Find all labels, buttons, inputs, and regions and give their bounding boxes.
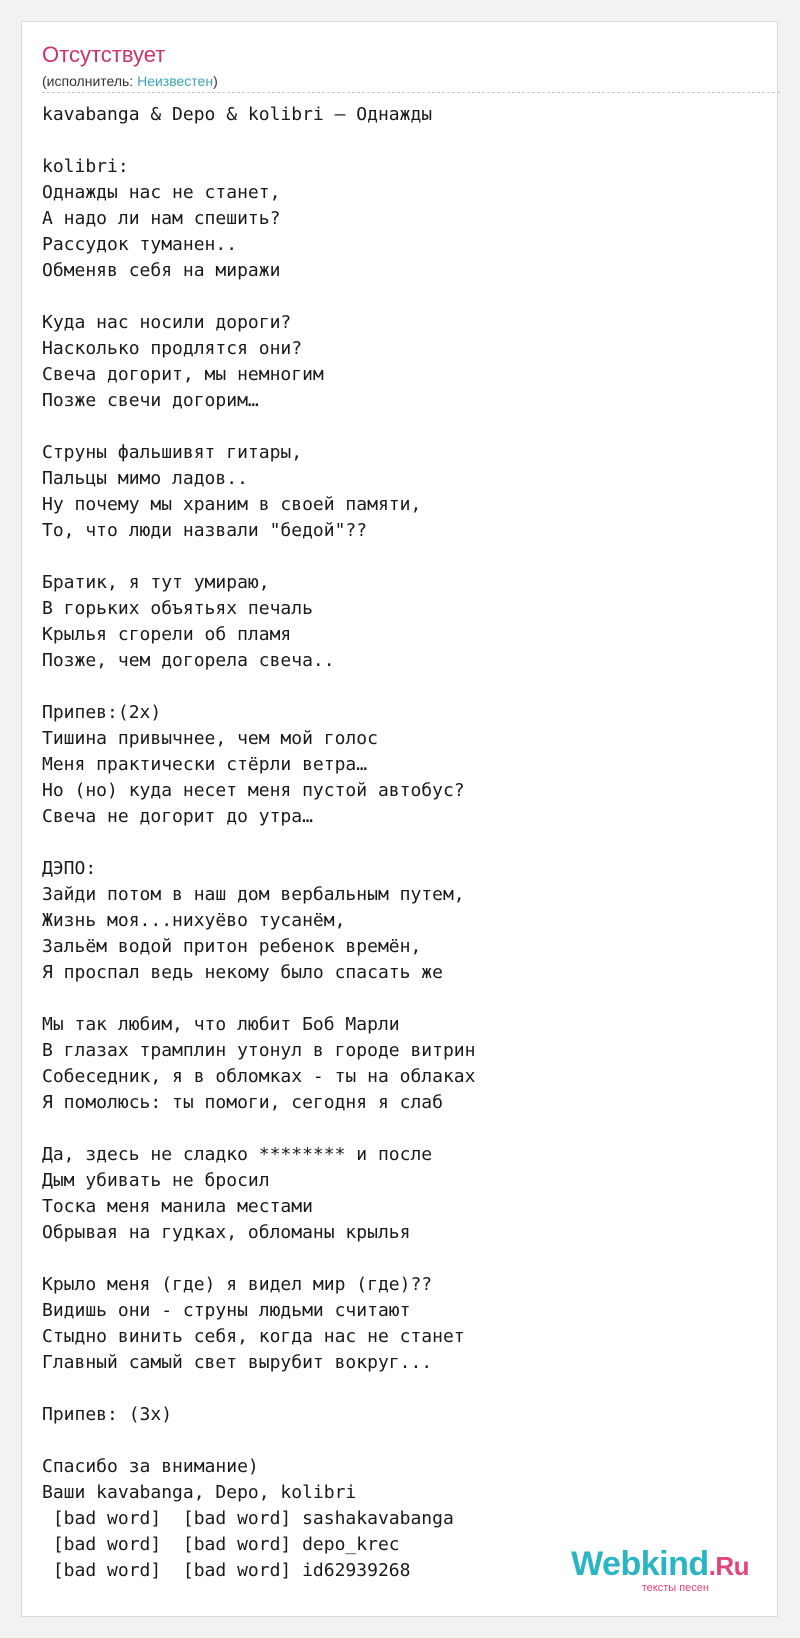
logo-main-text: Webkind [571, 1545, 709, 1583]
dashed-divider [42, 92, 780, 93]
song-title: Отсутствует [42, 42, 166, 67]
artist-line [42, 72, 218, 90]
lyrics-text: kavabanga & Depo & kolibri – Однажды kolibri: Однажды нас не станет, А надо ли нам спешить? Рассудок туманен.. Обменяв себя на миражи Куда нас носили дороги? Насколько продлятся они? Свеча догорит, мы немногим Позже свечи догорим… Струны фальшивят гитары, Пальцы мимо ладов.. Ну почему мы храним в своей памяти, То, что люди назвали "бедой"?? Братик, я тут умираю, В горьких объятьях печаль Крылья сгорели об пламя Позже, чем догорела свеча.. Припев:(2x) Тишина привычнее, чем мой голос Меня практически стёрли ветра… Но (но) куда несет меня пустой автобус? Свеча не догорит до утра… ДЭПО: Зайди потом в наш дом вербальным путем, Жизнь моя...нихуёво тусанём, Зальём водой притон ребенок времён, Я проспал ведь некому было спасать же Мы так любим, что любит Боб Марли В глазах трамплин утонул в городе витрин Собеседник, я в обломках - ты на облаках Я помолюсь: ты помоги, сегодня я слаб Да, здесь не сладко ******** и после Дым убивать не бросил Тоска меня манила местами Обрывая на гудках, обломаны крылья Крыло меня (где) я видел мир (где)?? Видишь они - струны людьми считают Стыдно винить себя, когда нас не станет Главный самый свет вырубит вокруг... Припев: (3x) Спасибо за внимание) Ваши kavabanga, Depo, kolibri [bad word] [bad word] sashakavabanga [bad word] [bad word] depo_krec [bad word] [bad word] id62939268 [42, 104, 476, 1581]
artist-prefix: (исполнитель: [42, 73, 138, 89]
logo-tld: .Ru [708, 1551, 749, 1581]
artist-link[interactable]: Неизвестен [137, 73, 214, 89]
logo-tagline: тексты песен [641, 1582, 709, 1594]
artist-suffix: ) [213, 73, 218, 89]
webkind-logo[interactable] [549, 1544, 749, 1596]
logo-wordmark [571, 1544, 749, 1586]
lyrics-card [21, 21, 778, 1617]
